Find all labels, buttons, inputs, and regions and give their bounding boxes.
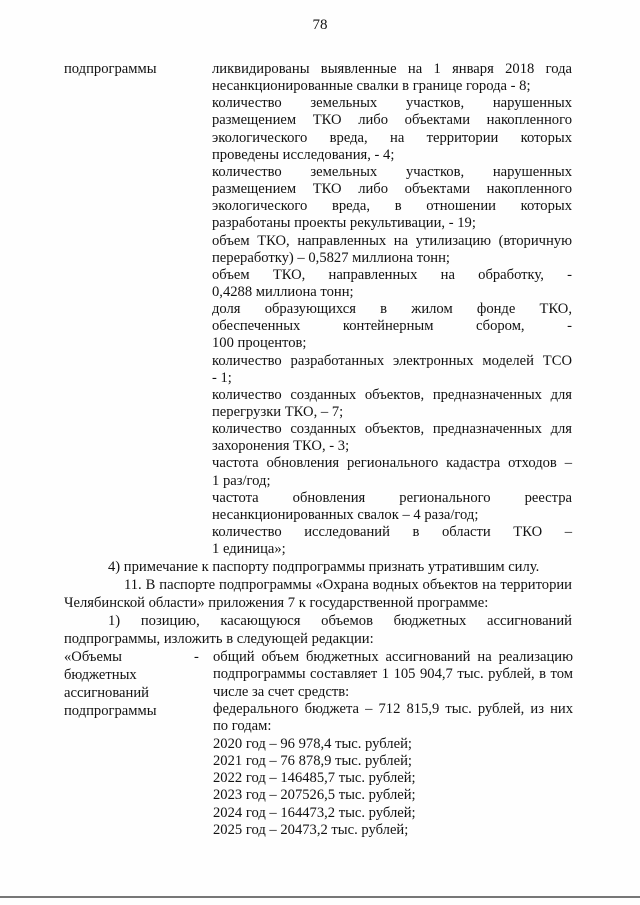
top-column-line-8: размещением ТКО либо объектами накопленного (212, 181, 572, 198)
top-column-line-21: перегрузки ТКО, – 7; (212, 404, 344, 420)
paragraph-11-line-2: Челябинской области» приложения 7 к государственной программе: (64, 595, 489, 611)
label-dash: - (194, 649, 199, 665)
top-column-line-27: несанкционированных свалок – 4 раза/год; (212, 506, 479, 523)
left-label-line-4: подпрограммы (64, 703, 157, 719)
top-column-line-25: 1 раз/год; (212, 472, 271, 489)
paragraph-1-line-1: 1) позицию, касающуюся объемов бюджетных ассигнований (108, 613, 572, 629)
top-column-line-29: 1 единица»; (212, 541, 286, 558)
top-column-line-10: разработаны проекты рекультивации, - 19; (212, 215, 476, 232)
bottom-column-line-10: 2024 год – 164473,2 тыс. рублей; (213, 804, 416, 821)
bottom-column-line-5: по годам: (213, 718, 272, 735)
top-column-line-1: ликвидированы выявленные на 1 января 2018 года (212, 61, 572, 77)
top-column-line-4: размещением ТКО либо объектами накопленного (212, 112, 572, 129)
top-left-label: подпрограммы (64, 61, 157, 77)
top-column-line-3: количество земельных участков, нарушенных (212, 95, 572, 112)
top-column-line-6: проведены исследования, - 4; (212, 146, 395, 163)
bottom-column-line-2: подпрограммы составляет 1 105 904,7 тыс. рублей, в том (213, 666, 573, 683)
bottom-rule (0, 896, 640, 898)
top-column-line-17: 100 процентов; (212, 335, 307, 352)
top-column-line-24: частота обновления регионального кадастра отходов – (212, 455, 572, 472)
top-column-line-26: частота обновления регионального реестра (212, 489, 572, 506)
top-column-line-14: 0,4288 миллиона тонн; (212, 283, 354, 300)
bottom-column-line-9: 2023 год – 207526,5 тыс. рублей; (213, 787, 416, 804)
top-column-line-19: - 1; (212, 369, 232, 386)
page-number: 78 (312, 17, 328, 33)
left-label-line-1: «Объемы (64, 649, 122, 665)
bottom-column-line-1: общий объем бюджетных ассигнований на реализацию (213, 649, 573, 665)
top-column-line-28: количество исследований в области ТКО – (212, 524, 572, 541)
top-column-line-20: количество созданных объектов, предназначенных для (212, 386, 572, 403)
top-column-line-22: количество созданных объектов, предназначенных для (212, 421, 572, 438)
bottom-column-line-7: 2021 год – 76 878,9 тыс. рублей; (213, 752, 412, 769)
top-column-line-23: захоронения ТКО, - 3; (212, 438, 350, 455)
top-column-line-16: обеспеченных контейнерным сбором, - (212, 318, 572, 335)
paragraph-1-line-2: подпрограммы, изложить в следующей редакции: (64, 631, 374, 647)
top-column-line-2: несанкционированные свалки в границе города - 8; (212, 78, 531, 95)
left-label-line-2: бюджетных (64, 667, 137, 683)
bottom-column-line-4: федерального бюджета – 712 815,9 тыс. рублей, из них (213, 700, 573, 717)
top-column-line-13: объем ТКО, направленных на обработку, - (212, 266, 572, 283)
top-column-line-5: экологического вреда, на территории которых (212, 129, 572, 146)
bottom-column-line-3: числе за счет средств: (213, 683, 350, 700)
top-column-line-9: экологического вреда, в отношении которых (212, 198, 572, 215)
left-label-line-3: ассигнований (64, 685, 149, 701)
top-column-line-7: количество земельных участков, нарушенных (212, 163, 572, 180)
bottom-column-line-8: 2022 год – 146485,7 тыс. рублей; (213, 770, 416, 787)
top-column-line-12: переработку) – 0,5827 миллиона тонн; (212, 249, 450, 266)
bottom-column-line-11: 2025 год – 20473,2 тыс. рублей; (213, 822, 409, 838)
top-column-line-18: количество разработанных электронных моделей ТСО (212, 352, 572, 369)
paragraph-11-line-1: 11. В паспорте подпрограммы «Охрана водных объектов на территории (124, 577, 572, 593)
top-column-line-15: доля образующихся в жилом фонде ТКО, (212, 301, 572, 318)
bottom-column-line-6: 2020 год – 96 978,4 тыс. рублей; (213, 735, 412, 752)
paragraph-4: 4) примечание к паспорту подпрограммы признать утратившим силу. (108, 559, 540, 575)
top-column-line-11: объем ТКО, направленных на утилизацию (вторичную (212, 232, 572, 249)
